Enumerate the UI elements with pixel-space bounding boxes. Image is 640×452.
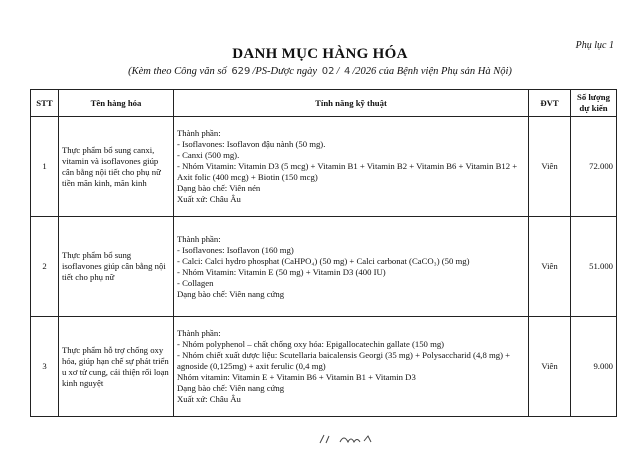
row-unit: Viên	[529, 117, 571, 217]
row-unit: Viên	[529, 217, 571, 317]
row-stt: 2	[31, 217, 59, 317]
col-header-qty: Số lượng dự kiến	[571, 90, 617, 117]
subtitle-prefix: (Kèm theo Công văn số	[128, 66, 227, 77]
spec-line: - Calci: Calci hydro phosphat (CaHPO₄) (50 mg) + Calci carbonat (CaCO₃) (50 mg)	[177, 255, 470, 266]
spec-line: Dạng bào chế: Viên nang cứng	[177, 383, 285, 393]
row-stt: 3	[31, 317, 59, 417]
row-spec	[174, 217, 529, 317]
spec-line: - Canxi (500 mg).	[177, 150, 240, 160]
col-header-name: Tên hàng hóa	[59, 90, 174, 117]
spec-line: - Nhóm chiết xuất dược liệu: Scutellaria baicalensis Georgi (35 mg) + Polysaccharid (4,8 mg) + agnoside (0,125mg) + axit ferulic (0,4 mg)	[177, 350, 511, 371]
spec-line: Dạng bào chế: Viên nén	[177, 183, 261, 193]
spec-line: Xuất xứ: Châu Âu	[177, 194, 241, 204]
spec-line: Thành phần:	[177, 328, 221, 338]
spec-line: Nhóm vitamin: Vitamin E + Vitamin B6 + Vitamin B1 + Vitamin D3	[177, 372, 416, 382]
handwritten-month: 4	[344, 66, 351, 77]
col-header-stt: STT	[31, 90, 59, 117]
handwritten-day: 02	[321, 66, 335, 77]
row-stt: 1	[31, 117, 59, 217]
subtitle-middle: /PS-Dược ngày	[252, 66, 318, 77]
spec-line: - Nhóm polyphenol – chất chống oxy hóa: Epigallocatechin gallate (150 mg)	[177, 339, 445, 349]
row-name: Thực phẩm hỗ trợ chống oxy hóa, giúp hạn chế sự phát triển u xơ tử cung, cải thiện rối loạn kinh nguyệt	[59, 317, 174, 417]
table-header-row	[31, 90, 617, 117]
document-subtitle: (Kèm theo Công văn số 629 /PS-Dược ngày 02 / 4 /2026 của Bệnh viện Phụ sản Hà Nội)	[128, 66, 512, 77]
row-name: Thực phẩm bổ sung canxi, vitamin và isoflavones giúp cân bằng nội tiết cho phụ nữ tiền mãn kinh, mãn kinh	[59, 117, 174, 217]
row-name: Thực phẩm bổ sung isoflavones giúp cân bằng nội tiết cho phụ nữ	[59, 217, 174, 317]
spec-line: Thành phần:	[177, 233, 221, 244]
spec-line: - Collagen	[177, 277, 214, 288]
spec-line: - Nhóm Vitamin: Vitamin D3 (5 mcg) + Vitamin B1 + Vitamin B2 + Vitamin B6 + Vitamin B12 + Axit folic (400 mcg) + Biotin (150 mcg)	[177, 161, 518, 182]
spec-line: Thành phần:	[177, 128, 221, 138]
spec-line: - Isoflavones: Isoflavon đậu nành (50 mg).	[177, 139, 326, 149]
table-row	[31, 217, 617, 317]
document-title: DANH MỤC HÀNG HÓA	[232, 46, 408, 62]
handwritten-mark	[318, 432, 378, 446]
table-row	[31, 117, 617, 217]
spec-line: - Isoflavones: Isoflavon (160 mg)	[177, 244, 294, 255]
row-spec	[174, 317, 529, 417]
row-unit: Viên	[529, 317, 571, 417]
subtitle-suffix: /2026 của Bệnh viện Phụ sản Hà Nội)	[352, 66, 512, 77]
handwritten-doc-number: 629	[231, 66, 251, 77]
spec-line: - Nhóm Vitamin: Vitamin E (50 mg) + Vitamin D3 (400 IU)	[177, 266, 386, 277]
col-header-spec: Tính năng kỹ thuật	[174, 90, 529, 117]
spec-line: Xuất xứ: Châu Âu	[177, 394, 241, 404]
goods-table	[30, 89, 617, 417]
appendix-label: Phụ lục 1	[575, 40, 614, 51]
row-spec	[174, 117, 529, 217]
row-qty: 9.000	[571, 317, 617, 417]
col-header-unit: ĐVT	[529, 90, 571, 117]
row-qty: 72.000	[571, 117, 617, 217]
row-qty: 51.000	[571, 217, 617, 317]
spec-line: Dạng bào chế: Viên nang cứng	[177, 288, 285, 299]
table-row	[31, 317, 617, 417]
